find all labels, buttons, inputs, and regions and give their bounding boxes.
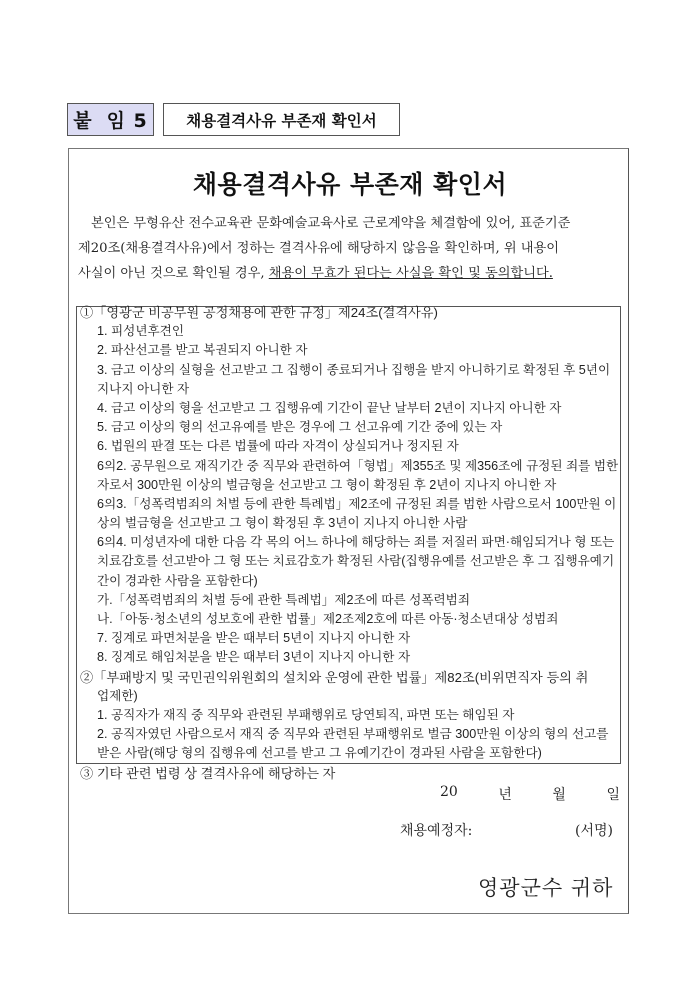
list-item: 5. 금고 이상의 형의 선고유예를 받은 경우에 그 선고유예 기간 중에 있는 자 <box>97 420 503 435</box>
intro-line-1: 본인은 무형유산 전수교육관 문화예술교육사로 근로계약을 체결함에 있어, 표준기준 <box>91 216 571 231</box>
attachment-tag-label-1: 붙 <box>73 110 93 132</box>
signature-label: (서명) <box>575 823 613 839</box>
list-item: 받은 사람(해당 형의 집행유예 선고를 받고 그 유예기간이 경과된 사람을 포함한다) <box>97 746 542 761</box>
date-day-label: 일 <box>606 787 620 803</box>
intro-line-3-plain: 사실이 아닌 것으로 확인될 경우, <box>78 266 269 281</box>
list-item: 6의4. 미성년자에 대한 다음 각 목의 어느 하나에 해당하는 죄를 저질러 파면·해임되거나 형 또는 <box>97 535 615 550</box>
intro-consent-underlined: 채용이 무효가 된다는 사실을 확인 및 동의합니다. <box>268 266 553 281</box>
attachment-tag <box>67 103 154 136</box>
date-month-label: 월 <box>552 787 566 803</box>
list-item: 2. 공직자였던 사람으로서 재직 중 직무와 관련된 부패행위로 벌금 300만원 이상의 형의 선고를 <box>97 727 609 742</box>
list-item: 6의3.「성폭력범죄의 처벌 등에 관한 특례법」제2조에 규정된 죄를 범한 사람으로서 100만원 이 <box>97 496 617 511</box>
criteria-list <box>80 303 617 783</box>
list-item: 1. 피성년후견인 <box>97 324 184 339</box>
list-item: 3. 금고 이상의 실형을 선고받고 그 집행이 종료되거나 집행을 받지 아니하기로 확정된 후 5년이 <box>97 362 611 377</box>
list-item: 6의2. 공무원으로 재직기간 중 직무와 관련하여「형법」제355조 및 제356조에 규정된 죄를 범한 <box>97 458 619 473</box>
list-item: 1. 공직자가 재직 중 직무와 관련된 부패행위로 당연퇴직, 파면 또는 해임된 자 <box>97 707 515 722</box>
list-item: 치료감호를 선고받아 그 형 또는 치료감호가 확정된 사람(집행유예를 선고받은 후 그 집행유예기 <box>97 554 615 569</box>
section-2-heading: ②「부패방지 및 국민권익위원회의 설치와 운영에 관한 법률」제82조(비위면직자 등의 취 <box>80 669 589 685</box>
intro-paragraph <box>78 211 618 286</box>
list-item: 나.「아동·청소년의 성보호에 관한 법률」제2조제2호에 따른 아동·청소년대상 성범죄 <box>97 612 559 626</box>
attachment-title: 채용결격사유 부존재 확인서 <box>163 103 400 136</box>
list-item: 6. 법원의 판결 또는 다른 법률에 따라 자격이 상실되거나 정지된 자 <box>97 439 459 454</box>
signer-label: 채용예정자: <box>400 823 473 839</box>
intro-line-3 <box>78 261 618 286</box>
list-item: 상의 벌금형을 선고받고 그 형이 확정된 후 3년이 지나지 아니한 사람 <box>97 516 468 531</box>
section-3-heading: ③ 기타 관련 법령 상 결격사유에 해당하는 자 <box>80 765 336 781</box>
date-year-prefix: 20 <box>440 784 458 800</box>
document-title: 채용결격사유 부존재 확인서 <box>192 170 508 199</box>
date-year-label: 년 <box>498 787 512 803</box>
list-item: 8. 징계로 해임처분을 받은 때부터 3년이 지나지 아니한 자 <box>97 650 411 665</box>
list-item: 간이 경과한 사람을 포함한다) <box>97 573 258 588</box>
list-item: 7. 징계로 파면처분을 받은 때부터 5년이 지나지 아니한 자 <box>97 631 411 646</box>
date-line <box>440 784 620 804</box>
recipient: 영광군수 귀하 <box>478 876 614 900</box>
section-2-heading-cont: 업제한) <box>97 688 138 703</box>
list-item: 가.「성폭력범죄의 처벌 등에 관한 특례법」제2조에 따른 성폭력범죄 <box>97 592 470 607</box>
attachment-tag-label-2: 임 5 <box>106 110 148 132</box>
list-item: 지나지 아니한 자 <box>97 381 190 396</box>
list-item: 2. 파산선고를 받고 복권되지 아니한 자 <box>97 343 308 358</box>
list-item: 4. 금고 이상의 형을 선고받고 그 집행유예 기간이 끝난 날부터 2년이 지나지 아니한 자 <box>97 400 562 415</box>
section-1-heading: ①「영광군 비공무원 공정채용에 관한 규정」제24조(결격사유) <box>80 305 438 320</box>
list-item: 자로서 300만원 이상의 벌금형을 선고받고 그 형이 확정된 후 2년이 지나지 아니한 자 <box>97 477 557 492</box>
intro-line-2: 제20조(채용결격사유)에서 정하는 결격사유에 해당하지 않음을 확인하며, 위 내용이 <box>78 241 559 256</box>
